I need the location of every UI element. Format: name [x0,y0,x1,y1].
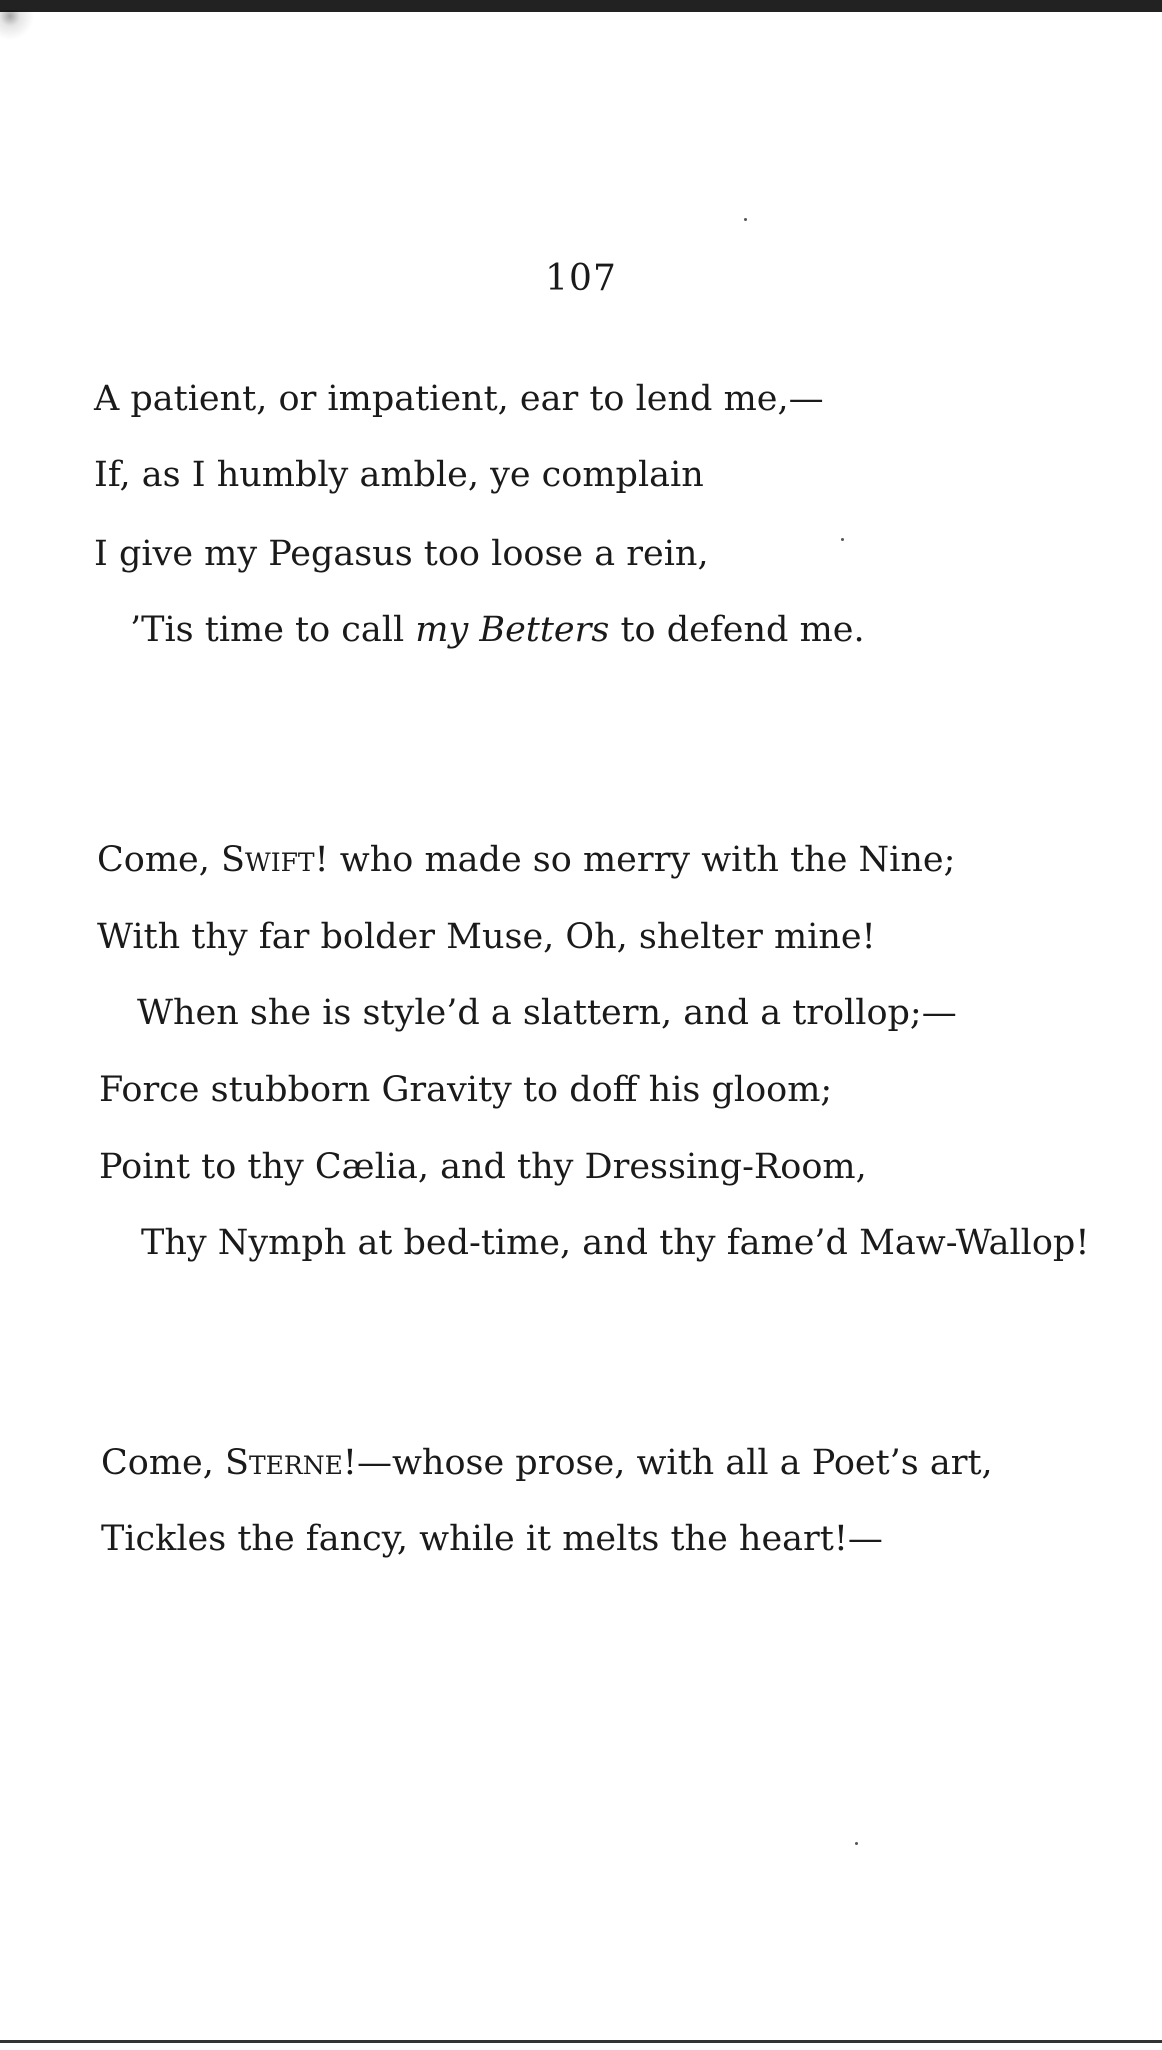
ink-speck [744,218,747,221]
verse-line: A patient, or impatient, ear to lend me,— [94,379,824,419]
corner-ink-smudge [0,10,40,40]
verse-line-indented: Thy Nymph at bed-time, and thy fame’d Maw-Wallop! [141,1223,1090,1263]
verse-line-indented: When she is style’d a slattern, and a trollop;— [137,993,957,1033]
verse-line [101,1443,993,1483]
bottom-page-edge [0,2040,1162,2043]
page-number: 107 [545,258,617,299]
verse-line-indented [130,610,865,650]
small-caps-name: Swift [221,840,315,880]
verse-line: Force stubborn Gravity to doff his gloom; [99,1070,833,1110]
small-caps-name: Sterne [225,1443,343,1483]
verse-line: Tickles the fancy, while it melts the heart!— [101,1519,883,1559]
verse-line: I give my Pegasus too loose a rein, [94,534,709,574]
top-page-edge [0,0,1162,12]
text-run: ’Tis time to call [130,610,416,650]
ink-speck [841,538,844,541]
verse-line: If, as I humbly amble, ye complain [94,455,704,495]
text-run: !—whose prose, with all a Poet’s art, [342,1443,993,1483]
text-run: Come, [97,840,222,880]
verse-line [97,840,956,880]
text-run: to defend me. [609,610,865,650]
italic-phrase: my Betters [415,610,610,650]
ink-speck [855,1842,858,1845]
verse-line: With thy far bolder Muse, Oh, shelter mine! [97,917,876,957]
text-run: ! who made so merry with the Nine; [314,840,956,880]
text-run: Come, [101,1443,226,1483]
verse-line: Point to thy Cælia, and thy Dressing-Room, [99,1147,867,1187]
